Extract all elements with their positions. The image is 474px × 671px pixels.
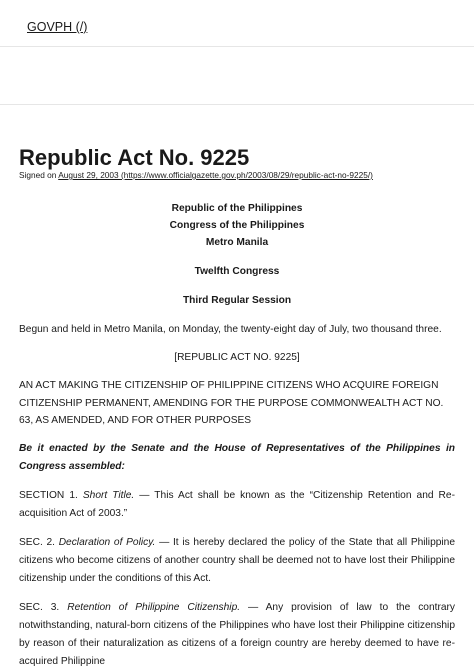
section-3 [19, 599, 455, 671]
header-divider [0, 104, 474, 105]
heading-block [19, 200, 455, 251]
section-2-text: — It is hereby declared the policy of the State that all Philippine citizens who become citizens of another country shall be deemed not to have lost their Philippine citizenship under the conditions of this Act. [19, 536, 455, 584]
section-3-text: — Any provision of law to the contrary notwithstanding, natural-born citizens of the Philippines who have lost their Philippine citizenship by reason of their naturalization as citizens of a foreign country are hereby deemed to have re-acquired Philippine [19, 601, 456, 667]
section-2 [19, 534, 455, 588]
section-1-text: — This Act shall be known as the “Citizenship Retention and Re-acquisition Act of 2003.” [19, 489, 455, 519]
begun-paragraph: Begun and held in Metro Manila, on Monday, the twenty-eight day of July, two thousand three. [19, 324, 442, 335]
section-1 [19, 487, 455, 523]
session-heading: Third Regular Session [182, 295, 292, 306]
heading-line-congress: Congress of the Philippines [169, 220, 305, 231]
section-2-number: SEC. 2. [19, 536, 59, 548]
act-title: AN ACT MAKING THE CITIZENSHIP OF PHILIPPINE CITIZENS WHO ACQUIRE FOREIGN CITIZENSHIP PERMANENT, AMENDING FOR THE PURPOSE COMMONWEALTH ACT NO. 63, AS AMENDED, AND FOR OTHER PURPOSES [19, 380, 444, 426]
heading-line-republic: Republic of the Philippines [171, 203, 303, 214]
congress-heading: Twelfth Congress [194, 266, 280, 277]
document-body [19, 200, 455, 671]
section-3-number: SEC. 3. [19, 601, 68, 613]
heading-line-location: Metro Manila [205, 237, 269, 248]
signed-prefix: Signed on [19, 170, 59, 180]
top-bar [0, 0, 474, 47]
section-1-number: SECTION 1. [19, 489, 83, 501]
act-reference: [REPUBLIC ACT NO. 9225] [174, 352, 300, 363]
signed-line [19, 170, 373, 181]
page-title: Republic Act No. 9225 [19, 145, 250, 170]
section-3-heading: Retention of Philippine Citizenship. [67, 601, 241, 613]
section-1-heading: Short Title. [82, 489, 135, 501]
section-2-heading: Declaration of Policy. [58, 536, 156, 548]
govph-link[interactable]: GOVPH (/) [27, 20, 88, 34]
enacting-clause: Be it enacted by the Senate and the House of Representatives of the Philippines in Congress assembled: [19, 442, 455, 472]
signed-date-link[interactable]: August 29, 2003 (https://www.officialgazette.gov.ph/2003/08/29/republic-act-no-9225/) [58, 170, 373, 180]
